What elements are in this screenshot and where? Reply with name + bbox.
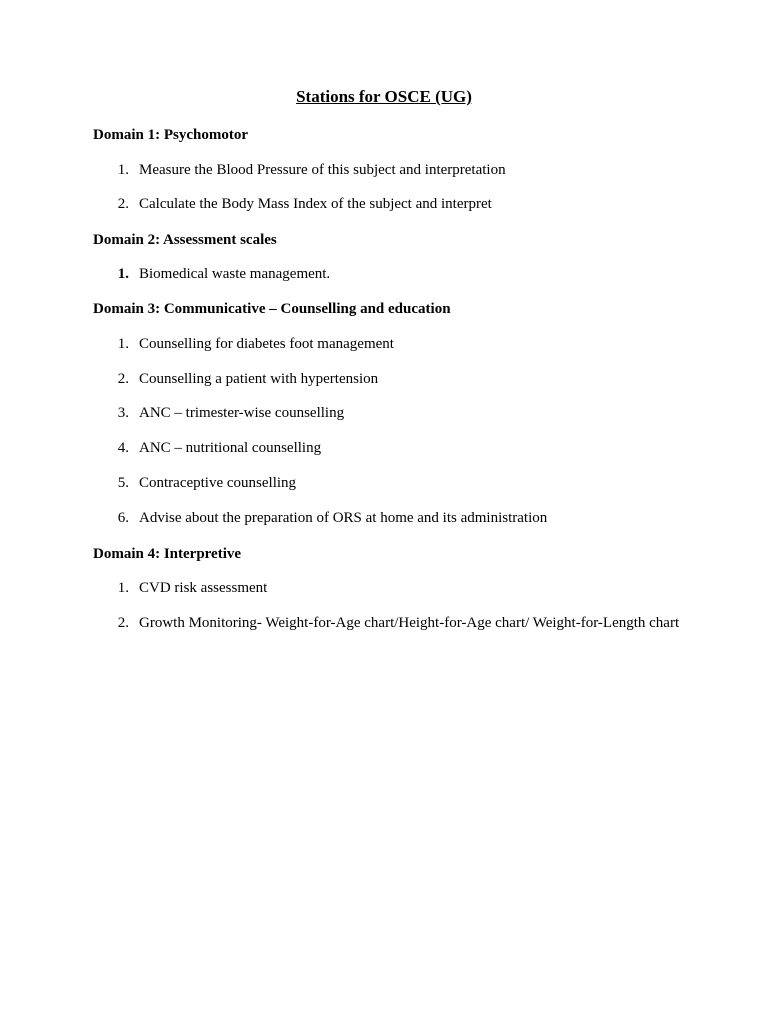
list-item-text: Growth Monitoring- Weight-for-Age chart/Height-for-Age chart/ Weight-for-Length chart xyxy=(139,615,680,631)
list-item-number: 5. xyxy=(117,475,129,491)
domain-heading-interpretive: Domain 4: Interpretive xyxy=(93,546,242,562)
list-item-text: Biomedical waste management. xyxy=(139,266,331,282)
list-item xyxy=(93,400,693,426)
list-item-text: Counselling for diabetes foot management xyxy=(139,336,394,352)
list-item-text: Measure the Blood Pressure of this subject and interpretation xyxy=(139,162,506,178)
list-item-number: 1. xyxy=(117,266,129,282)
list-item xyxy=(93,575,693,601)
list-item-text: CVD risk assessment xyxy=(139,580,268,596)
domain-heading-communicative: Domain 3: Communicative – Counselling and education xyxy=(93,301,451,317)
list-item-text: Contraceptive counselling xyxy=(139,475,297,491)
list-item-number: 2. xyxy=(117,371,129,387)
list-item xyxy=(93,331,693,357)
list-item-number: 6. xyxy=(117,510,129,526)
list-item-number: 2. xyxy=(117,196,129,212)
list-item xyxy=(93,261,693,287)
domain-heading-psychomotor: Domain 1: Psychomotor xyxy=(93,127,248,143)
list-item-number: 3. xyxy=(117,405,129,421)
domain-heading-assessment-scales: Domain 2: Assessment scales xyxy=(93,232,277,248)
list-item xyxy=(93,157,693,183)
list-item-number: 1. xyxy=(117,580,129,596)
list-item-number: 1. xyxy=(117,162,129,178)
list-item-text: ANC – nutritional counselling xyxy=(139,440,322,456)
list-item-text: ANC – trimester-wise counselling xyxy=(139,405,345,421)
list-item xyxy=(93,505,693,531)
list-item xyxy=(93,366,693,392)
list-item xyxy=(93,470,693,496)
list-item-text: Calculate the Body Mass Index of the subject and interpret xyxy=(139,196,492,212)
list-item-number: 4. xyxy=(117,440,129,456)
list-item xyxy=(93,610,693,636)
list-item-number: 1. xyxy=(117,336,129,352)
list-item-text: Advise about the preparation of ORS at home and its administration xyxy=(139,510,548,526)
list-item-text: Counselling a patient with hypertension xyxy=(139,371,379,387)
page-title: Stations for OSCE (UG) xyxy=(296,87,472,106)
list-item-number: 2. xyxy=(117,615,129,631)
list-item xyxy=(93,435,693,461)
list-item xyxy=(93,191,693,217)
